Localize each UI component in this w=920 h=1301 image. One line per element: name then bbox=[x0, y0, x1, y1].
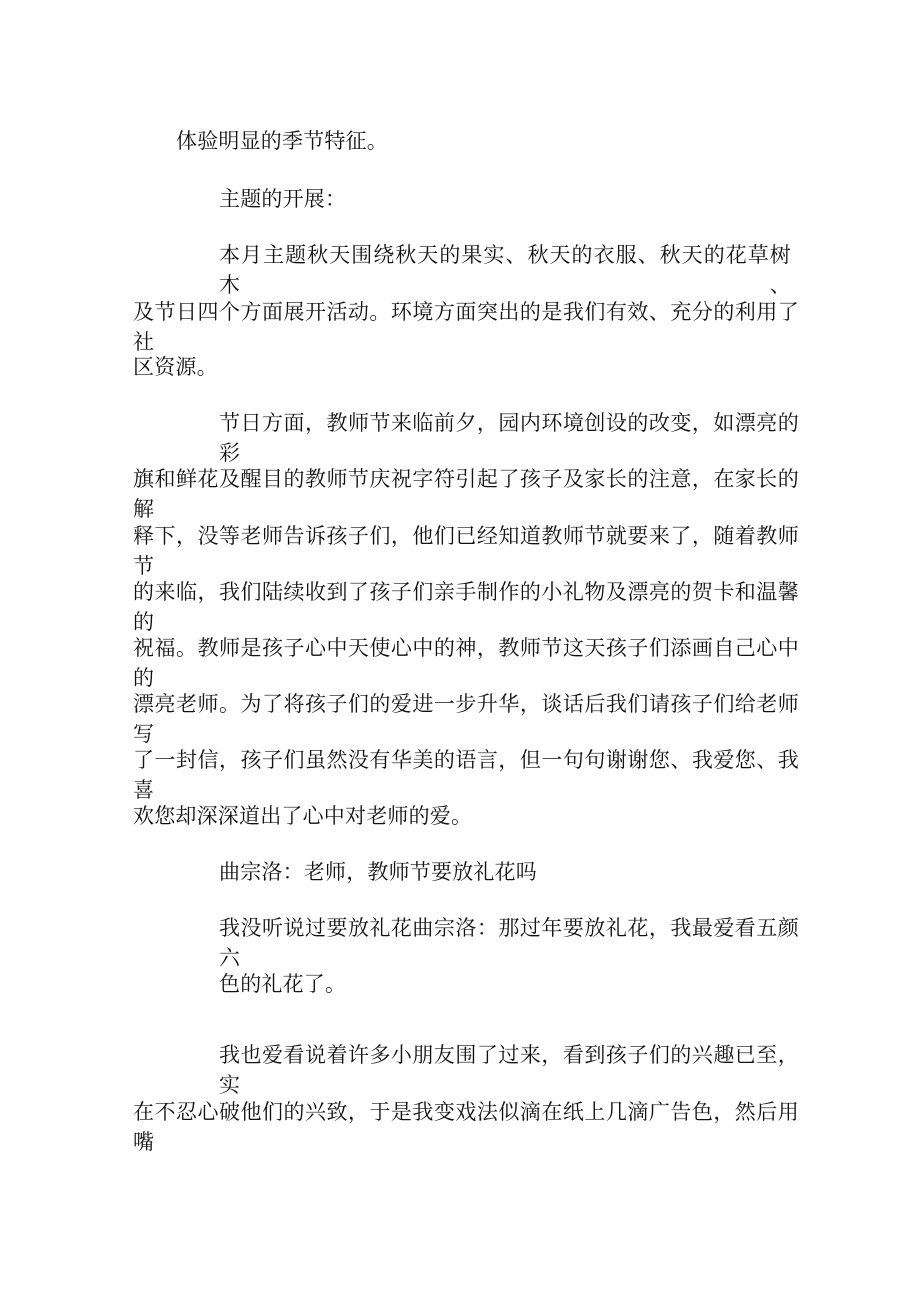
text-line: 欢您却深深道出了心中对老师的爱。 bbox=[133, 804, 473, 828]
text-line: 在不忍心破他们的兴致，于是我变戏法似滴在纸上几滴广告色，然后用嘴 bbox=[133, 1100, 799, 1154]
text-line: 色的礼花了。 bbox=[219, 972, 347, 996]
section-heading: 主题的开展： bbox=[219, 187, 347, 211]
text-line: 了一封信，孩子们虽然没有华美的语言，但一句句谢谢您、我爱您、我喜 bbox=[133, 748, 799, 802]
text-line: 节日方面，教师节来临前夕，园内环境创设的改变，如漂亮的彩 bbox=[219, 411, 799, 465]
text-line: 旗和鲜花及醒目的教师节庆祝字符引起了孩子及家长的注意，在家长的解 bbox=[133, 467, 799, 521]
text-line: 的来临，我们陆续收到了孩子们亲手制作的小礼物及漂亮的贺卡和温馨的 bbox=[133, 580, 799, 634]
text-line: 本月主题秋天围绕秋天的果实、秋天的衣服、秋天的花草树木、 bbox=[219, 243, 791, 297]
text-line: 体验明显的季节特征。 bbox=[176, 129, 388, 153]
text-line: 漂亮老师。为了将孩子们的爱进一步升华，谈话后我们请孩子们给老师写 bbox=[133, 692, 799, 746]
text-line: 曲宗洛：老师，教师节要放礼花吗 bbox=[219, 860, 537, 884]
text-line: 及节日四个方面展开活动。环境方面突出的是我们有效、充分的利用了社 bbox=[133, 300, 799, 354]
text-line: 我也爱看说着许多小朋友围了过来，看到孩子们的兴趣已至，实 bbox=[219, 1043, 799, 1097]
text-line: 区资源。 bbox=[133, 355, 218, 379]
text-line: 释下，没等老师告诉孩子们，他们已经知道教师节就要来了，随着教师节 bbox=[133, 524, 799, 578]
text-line: 祝福。教师是孩子心中天使心中的神，教师节这天孩子们添画自己心中的 bbox=[133, 636, 799, 690]
text-line: 我没听说过要放礼花曲宗洛：那过年要放礼花，我最爱看五颜六 bbox=[219, 916, 799, 970]
